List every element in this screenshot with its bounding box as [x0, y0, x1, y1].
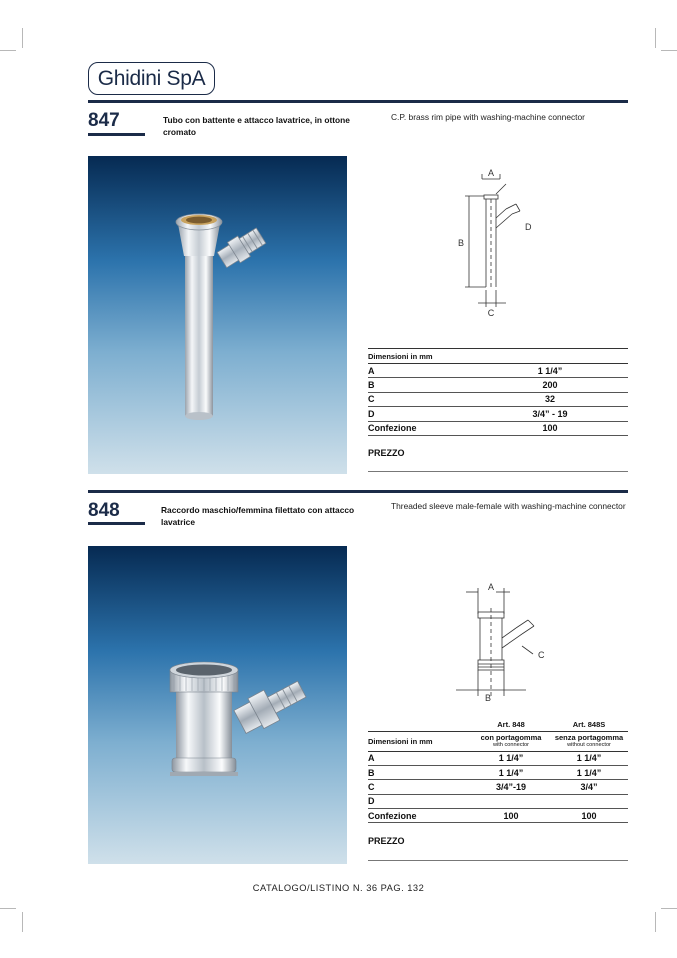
dimensions-table: [368, 348, 628, 436]
dimensions-header: Dimensioni in mm: [368, 349, 628, 364]
row-label: Confezione: [368, 421, 472, 435]
row-value: 200: [472, 378, 628, 392]
table-row: [368, 794, 628, 808]
crop-mark: [661, 50, 677, 51]
article-number: 847: [88, 110, 120, 131]
article-row: [368, 719, 628, 731]
table-row: [368, 751, 628, 765]
row-value: 1 1/4”: [550, 751, 628, 765]
row-value: 1 1/4”: [550, 765, 628, 779]
dim-label-d: D: [525, 222, 532, 232]
article-848s-label: Art. 848S: [550, 719, 628, 731]
description-italian: Raccordo maschio/femmina filettato con attacco lavatrice: [161, 505, 355, 527]
table-row: [368, 421, 628, 435]
row-value: [472, 794, 550, 808]
row-value: 100: [550, 809, 628, 823]
table-header-row: [368, 349, 628, 364]
table-header-row: [368, 731, 628, 751]
rim-pipe-drawing: [448, 162, 548, 322]
dim-label-c: C: [487, 308, 495, 318]
section-rule: [88, 490, 628, 493]
table-row: [368, 364, 628, 378]
price-line: [368, 860, 628, 861]
article-number-underline: [88, 133, 145, 136]
dim-label-a: A: [487, 582, 495, 592]
table-row: [368, 392, 628, 406]
table-row: [368, 780, 628, 794]
column-header: [550, 731, 628, 751]
row-value: 100: [472, 421, 628, 435]
column-header-en: without connector: [567, 742, 611, 748]
row-value: 1 1/4”: [472, 751, 550, 765]
row-value: 3/4”-19: [472, 780, 550, 794]
threaded-sleeve-photo: [88, 546, 347, 864]
dimensions-table: [368, 719, 628, 823]
row-label: D: [368, 407, 472, 421]
technical-drawing: [448, 578, 553, 706]
column-header-en: with connector: [492, 742, 530, 748]
column-header-it: con portagomma: [480, 733, 542, 742]
column-header-it: senza portagomma: [554, 733, 624, 742]
brand-logo: [88, 62, 215, 95]
table-row: [368, 809, 628, 823]
row-value: 100: [472, 809, 550, 823]
column-header: [472, 731, 550, 751]
table-row: [368, 407, 628, 421]
row-label: A: [368, 364, 472, 378]
product-photo: [88, 156, 347, 474]
description-english: Threaded sleeve male-female with washing-machine connector: [391, 501, 626, 511]
description-italian: Tubo con battente e attacco lavatrice, in ottone cromato: [163, 115, 350, 137]
rim-pipe-photo: [88, 156, 347, 474]
product-photo: [88, 546, 347, 864]
row-label: B: [368, 765, 472, 779]
row-value: [550, 794, 628, 808]
dim-label-b: B: [484, 693, 492, 703]
row-value: 3/4”: [550, 780, 628, 794]
row-value: 1 1/4”: [472, 364, 628, 378]
crop-mark: [661, 908, 677, 909]
price-label: PREZZO: [368, 448, 405, 458]
row-label: C: [368, 780, 472, 794]
crop-mark: [22, 28, 23, 48]
table-row: [368, 378, 628, 392]
section-rule: [88, 100, 628, 103]
row-label: B: [368, 378, 472, 392]
crop-mark: [22, 912, 23, 932]
crop-mark: [655, 912, 656, 932]
row-label: C: [368, 392, 472, 406]
row-label: D: [368, 794, 472, 808]
page-footer: CATALOGO/LISTINO N. 36 PAG. 132: [252, 883, 425, 893]
row-value: 32: [472, 392, 628, 406]
brand-name: Ghidini SpA: [97, 66, 206, 90]
article-848-label: Art. 848: [472, 719, 550, 731]
threaded-sleeve-drawing: [448, 578, 553, 706]
crop-mark: [655, 28, 656, 48]
table-row: [368, 765, 628, 779]
dim-label-b: B: [458, 238, 465, 248]
price-label: PREZZO: [368, 836, 405, 846]
price-line: [368, 471, 628, 472]
row-value: 1 1/4”: [472, 765, 550, 779]
row-value: 3/4” - 19: [472, 407, 628, 421]
article-number-underline: [88, 522, 145, 525]
technical-drawing: [448, 162, 548, 322]
dim-label-a: A: [487, 168, 495, 178]
row-label: A: [368, 751, 472, 765]
description-english: C.P. brass rim pipe with washing-machine connector: [391, 112, 585, 122]
dimensions-header: Dimensioni in mm: [368, 731, 472, 751]
row-label: Confezione: [368, 809, 472, 823]
crop-mark: [0, 908, 16, 909]
dim-label-c: C: [538, 650, 545, 660]
crop-mark: [0, 50, 16, 51]
article-number: 848: [88, 500, 120, 521]
